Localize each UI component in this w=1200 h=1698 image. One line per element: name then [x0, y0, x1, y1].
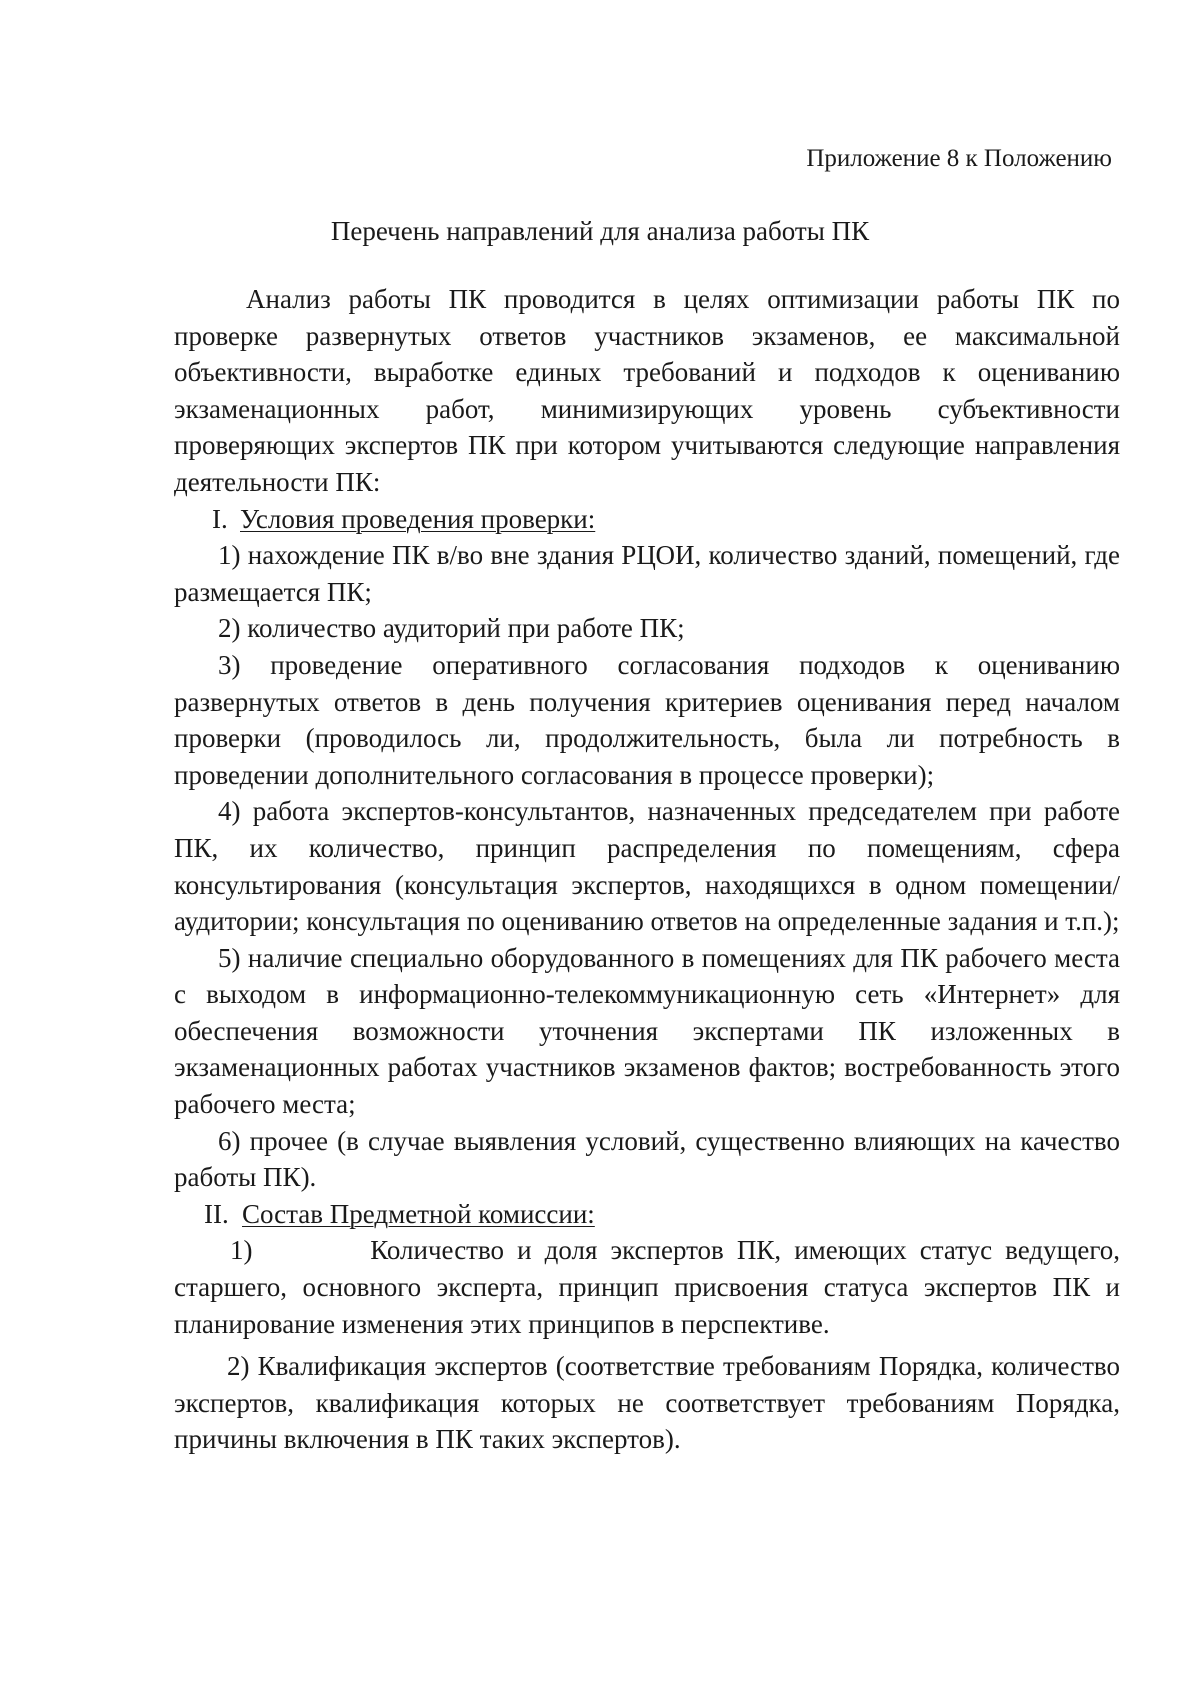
item-text: Квалификация экспертов (соответствие требованиям Порядка, количество экспертов, квалификация которых не соответствует требованиям Порядка, причины включения в ПК таких экспертов). — [174, 1351, 1121, 1455]
section-1-item-6 — [174, 1123, 1120, 1196]
annex-label: Приложение 8 к Положению — [806, 145, 1112, 172]
item-number: 1) — [218, 540, 241, 571]
section-1-item-4 — [174, 793, 1120, 939]
item-number: 3) — [218, 649, 241, 680]
section-1-number: I. — [212, 503, 228, 534]
item-text: наличие специально оборудованного в помещениях для ПК рабочего места с выходом в информационно-телекоммуникационную сеть «Интернет» для обеспечения возможности уточнения экспертами ПК изложенных в экзаменационных работах участников экзаменов фактов; востребованность этого рабочего места; — [174, 942, 1120, 1120]
section-2-title: Состав Предметной комиссии: — [242, 1198, 595, 1229]
item-text: прочее (в случае выявления условий, существенно влияющих на качество работы ПК). — [174, 1125, 1120, 1193]
item-text: проведение оперативного согласования подходов к оцениванию развернутых ответов в день получения критериев оценивания перед началом проверки (проводилось ли, продолжительность, была ли потребность в проведении дополнительного согласования в процессе проверки); — [174, 649, 1120, 790]
section-1-item-5 — [174, 940, 1120, 1123]
section-1-item-3 — [174, 647, 1120, 793]
item-number: 5) — [218, 942, 241, 973]
document-body — [174, 281, 1120, 1458]
document-title: Перечень направлений для анализа работы ПК — [330, 216, 870, 246]
section-1-heading — [174, 501, 1120, 538]
section-1-item-1 — [174, 537, 1120, 610]
item-number: 6) — [218, 1125, 241, 1156]
item-text: количество аудиторий при работе ПК; — [247, 613, 685, 644]
item-number: 1) — [230, 1235, 253, 1266]
section-1-title: Условия проведения проверки: — [240, 503, 596, 534]
item-number: 4) — [218, 796, 241, 827]
item-text: Количество и доля экспертов ПК, имеющих статус ведущего, старшего, основного эксперта, принцип присвоения статуса экспертов ПК и планирование изменения этих принципов в перспективе. — [174, 1235, 1121, 1339]
section-2-number: II. — [204, 1198, 229, 1229]
item-text: работа экспертов-консультантов, назначенных председателем при работе ПК, их количество, принцип распределения по помещениям, сфера консультирования (консультация экспертов, находящихся в одном помещении/аудитории; консультация по оцениванию ответов на определенные задания и т.п.); — [174, 796, 1120, 937]
item-number: 2) — [227, 1351, 250, 1382]
item-text: нахождение ПК в/во вне здания РЦОИ, количество зданий, помещений, где размещается ПК; — [174, 540, 1120, 607]
section-2-item-1 — [174, 1232, 1120, 1342]
intro-paragraph: Анализ работы ПК проводится в целях оптимизации работы ПК по проверке развернутых ответов участников экзаменов, ее максимальной объективности, выработке единых требований и подходов к оцениванию экзаменационных работ, минимизирующих уровень субъективности проверяющих экспертов ПК при котором учитываются следующие направления деятельности ПК: — [174, 284, 1120, 497]
section-1-item-2 — [174, 610, 1120, 647]
section-2-heading — [174, 1196, 1120, 1233]
item-number: 2) — [218, 613, 241, 644]
section-2-item-2 — [174, 1348, 1120, 1458]
